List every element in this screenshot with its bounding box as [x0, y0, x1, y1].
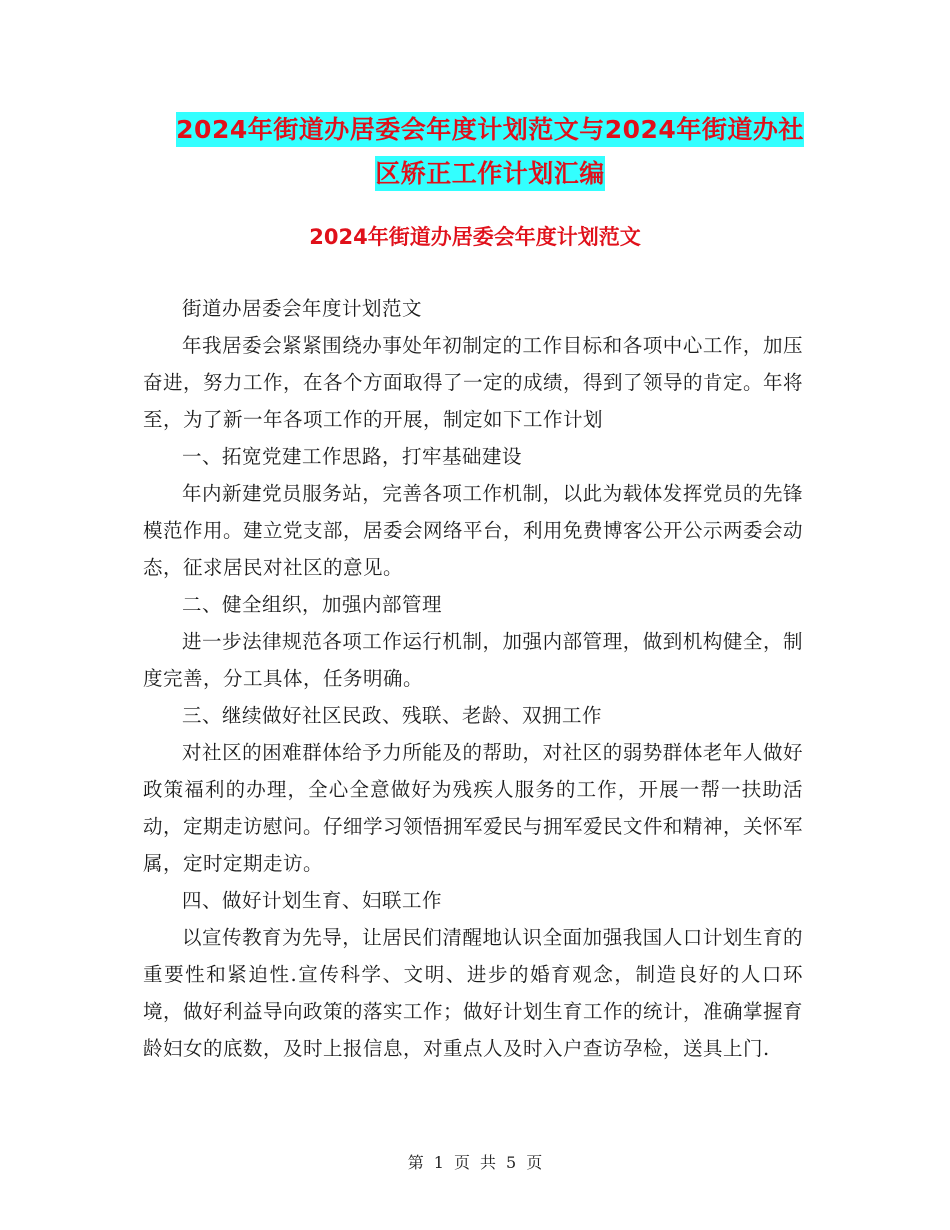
- page-footer: [0, 1150, 950, 1173]
- paragraph: 进一步法律规范各项工作运行机制，加强内部管理，做到机构健全，制度完善，分工具体，任务明确。: [143, 630, 803, 690]
- title-line-1: 2024年街道办居委会年度计划范文与2024年街道办社: [176, 112, 804, 147]
- paragraph: 年我居委会紧紧围绕办事处年初制定的工作目标和各项中心工作，加压奋进，努力工作，在各个方面取得了一定的成绩，得到了领导的肯定。年将至，为了新一年各项工作的开展，制定如下工作计划: [143, 334, 804, 431]
- section-heading: 二、健全组织，加强内部管理: [182, 593, 443, 616]
- section-heading: 三、继续做好社区民政、残联、老龄、双拥工作: [182, 704, 603, 727]
- paragraph: 对社区的困难群体给予力所能及的帮助，对社区的弱势群体老年人做好政策福利的办理，全心全意做好为残疾人服务的工作，开展一帮一扶助活动，定期走访慰问。仔细学习领悟拥军爱民与拥军爱民文件和精神，关怀军属，定时定期走访。: [143, 741, 804, 875]
- section-subtitle: 2024年街道办居委会年度计划范文: [309, 225, 641, 249]
- document-title: [140, 112, 840, 191]
- footer-total-prefix: 共: [480, 1153, 497, 1172]
- footer-page-total: 5: [506, 1153, 517, 1172]
- footer-mid: 页: [453, 1153, 470, 1172]
- paragraph: 以宣传教育为先导，让居民们清醒地认识全面加强我国人口计划生育的重要性和紧迫性.宣传科学、文明、进步的婚育观念，制造良好的人口环境，做好利益导向政策的落实工作；做好计划生育工作的统计，准确掌握育龄妇女的底数，及时上报信息，对重点人及时入户查访孕检，送具上门.: [143, 926, 804, 1060]
- footer-prefix: 第: [407, 1153, 424, 1172]
- paragraph: 街道办居委会年度计划范文: [182, 297, 423, 320]
- footer-suffix: 页: [526, 1153, 543, 1172]
- title-line-2: 区矫正工作计划汇编: [375, 156, 605, 191]
- section-heading: 四、做好计划生育、妇联工作: [182, 889, 443, 912]
- footer-page-current: 1: [433, 1153, 444, 1172]
- document-body: [143, 290, 803, 1067]
- paragraph: 年内新建党员服务站，完善各项工作机制，以此为载体发挥党员的先锋模范作用。建立党支部，居委会网络平台，利用免费博客公开公示两委会动态，征求居民对社区的意见。: [143, 482, 804, 579]
- section-heading: 一、拓宽党建工作思路，打牢基础建设: [182, 445, 523, 468]
